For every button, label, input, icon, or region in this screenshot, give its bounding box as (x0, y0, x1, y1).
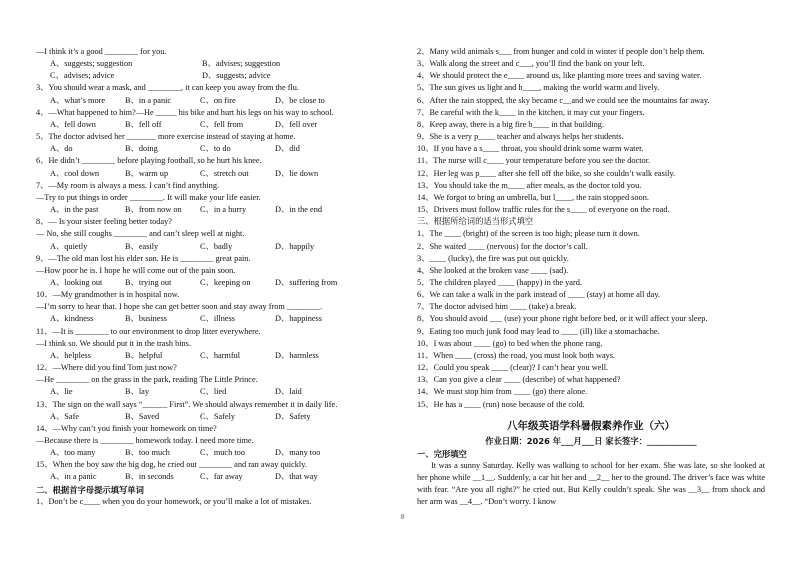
question-line: 15、When the boy saw the big dog, he cried out ________ and ran away quickly. (36, 460, 307, 470)
question-line: 10、—My grandmother is in hospital now. (36, 290, 180, 300)
option-text: D、happily (275, 241, 315, 251)
option-text: A、lie (50, 387, 73, 397)
question-line: —I think it’s a good ________ for you. (36, 47, 167, 56)
question-line: 12、—Where did you find Tom just now? (36, 363, 177, 373)
option-text: D、did (275, 144, 300, 154)
option-text: B、in seconds (125, 472, 174, 482)
question-line: 9、Eating too much junk food may lead to ____ (ill) like a stomachache. (417, 326, 660, 336)
question-line: 7、—My room is always a mess. I can’t find anything. (36, 180, 220, 190)
question-line: 3、You should wear a mask, and ________, it can keep you away from the flu. (36, 83, 299, 93)
question-line: 4、She looked at the broken vase ____ (sad). (417, 265, 569, 275)
option-text: D、harmless (275, 350, 319, 360)
question-line: 8、Keep away, there is a big fire b____ in that building. (417, 119, 605, 129)
page-number: 8 (401, 513, 405, 521)
question-line: 11、The nurse will c____ your temperature before you see the doctor. (417, 156, 651, 166)
option-text: D、fell over (275, 119, 318, 129)
answer-options (36, 58, 398, 70)
question-line: 7、Be careful with the k____ in the kitchen, it may cut your fingers. (417, 107, 645, 117)
question-line: 6、He didn’t ________ before playing football, so he hurt his knee. (36, 156, 262, 166)
option-text: B、fell off (125, 119, 162, 129)
question-line: —How poor he is. I hope he will come out of the pain soon. (36, 265, 236, 275)
option-text: A、looking out (50, 277, 103, 287)
question-line: 4、We should protect the e____ around us, like planting more trees and saving water. (417, 71, 702, 81)
answer-options (36, 313, 398, 325)
option-text: D、laid (275, 387, 302, 397)
option-text: D、happiness (275, 314, 323, 324)
option-text: A、do (50, 144, 73, 154)
right-column (417, 46, 765, 508)
option-text: C、far away (200, 472, 243, 482)
option-text: C、badly (200, 241, 233, 251)
question-line: —Because there is ________ homework today. I need more time. (36, 436, 254, 445)
option-text: C、harmful (200, 350, 241, 360)
question-line: 2、Many wild animals s___ from hunger and cold in winter if people don’t help them. (417, 47, 705, 56)
question-line: 5、The sun gives us light and h____, making the world warm and lively. (417, 83, 660, 93)
question-line: 8、— Is your sister feeling better today? (36, 217, 172, 227)
option-text: D、many too (275, 448, 321, 458)
option-text: D、Safety (275, 411, 311, 421)
question-line: 14、We forgot to bring an umbrella, but l____, the rain stopped soon. (417, 192, 649, 202)
question-line: 9、She is a very p____ teacher and always helps her students. (417, 132, 624, 142)
option-text: A、suggests; suggestion (50, 59, 133, 69)
option-text: C、in a hurry (200, 205, 247, 215)
question-line: 12、Could you speak ____ (clear)? I can’t hear you well. (417, 363, 609, 373)
question-line: —He ________ on the grass in the park, reading The Little Prince. (36, 375, 258, 385)
question-line: 13、Can you give a clear ____ (describe) of what happened? (417, 375, 621, 385)
option-text: B、warm up (125, 168, 169, 178)
question-line: 4、—What happened to him?—He _____ his bike and hurt his legs on his way to school. (36, 107, 334, 117)
question-line: 10、I was about ____ (go) to bed when the phone rang. (417, 338, 603, 348)
option-text: C、illness (200, 314, 236, 324)
option-text: D、suffering from (275, 277, 338, 287)
question-line: 14、We must stop him from ____ (go) there alone. (417, 387, 588, 397)
option-text: A、cool down (50, 168, 100, 178)
option-text: B、doing (125, 144, 158, 154)
option-text: C、advises; advice (50, 71, 115, 81)
question-line: 12、Her leg was p____ after she fell off the bike, so she couldn’t walk easily. (417, 168, 676, 178)
date-signature-line: 作业日期：2026 年___月___日 家长签字：____________ (485, 435, 697, 446)
cloze-passage: It was a sunny Saturday. Kelly was walking to school for her exam. She was late, so she looked at her phone while __1__. Suddenly, a car hit her and __2__ her to the ground. The driver’s face was white with fear. “Are you all right?” he cried out. But Kelly couldn’t speak. She was __3__ from shock and her arm was __4__. “Don’t worry. I know (417, 460, 765, 507)
option-text: A、quietly (50, 241, 88, 251)
question-line: —I think so. We should put it in the trash bins. (36, 338, 191, 348)
question-line: 2、She waited ____ (nervous) for the doctor’s call. (417, 241, 588, 251)
answer-options (36, 411, 398, 423)
worksheet-title: 八年级英语学科暑假素养作业（六） (507, 419, 675, 432)
answer-options (36, 277, 398, 289)
option-text: B、from now on (125, 205, 182, 215)
option-text: B、business (125, 314, 167, 324)
option-text: B、trying out (125, 277, 172, 287)
option-text: B、in a panic (125, 95, 172, 105)
question-line: 8、You should avoid ___ (use) your phone right before bed, or it will affect your sleep. (417, 314, 708, 324)
question-line: 13、You should take the m____ after meals, as the doctor told you. (417, 180, 642, 190)
answer-options (36, 95, 398, 107)
question-line: 14、—Why can’t you finish your homework on time? (36, 423, 217, 433)
question-line: —Try to put things in order ________. It will make your life easier. (36, 192, 261, 202)
question-line: 15、Drivers must follow traffic rules for the s____ of everyone on the road. (417, 205, 670, 215)
option-text: B、helpful (125, 350, 163, 360)
answer-options (36, 241, 398, 253)
option-text: C、on fire (200, 95, 236, 105)
answer-options (36, 447, 398, 459)
option-text: C、fell from (200, 119, 244, 129)
answer-options (36, 168, 398, 180)
answer-options (36, 471, 398, 483)
option-text: D、in the end (275, 205, 323, 215)
option-text: A、in a panic (50, 472, 97, 482)
option-text: C、lied (200, 387, 227, 397)
question-line: 7、The doctor advised him ____ (take) a break. (417, 302, 577, 312)
question-line: 1、Don’t be c____ when you do your homework, or you’ll make a lot of mistakes. (36, 496, 312, 506)
left-column (36, 46, 398, 508)
option-text: C、stretch out (200, 168, 249, 178)
option-text: B、advises; suggestion (202, 59, 281, 69)
option-text: A、in the past (50, 205, 99, 215)
option-text: D、lie down (275, 168, 319, 178)
answer-options (36, 119, 398, 131)
section-heading-cloze: 一、完形填空 (417, 448, 467, 459)
option-text: A、Safe (50, 411, 80, 421)
option-text: B、too much (125, 448, 170, 458)
option-text: C、much too (200, 448, 245, 458)
answer-options (36, 70, 398, 82)
question-line: 15、He has a ____ (run) nose because of the cold. (417, 399, 585, 409)
option-text: B、Saved (125, 411, 160, 421)
question-line: 5、The doctor advised her _______ more exercise instead of staying at home. (36, 132, 296, 142)
question-line: 6、We can take a walk in the park instead of ____ (stay) at home all day. (417, 290, 661, 300)
question-line: 13、The sign on the wall says “______ First”. We should always remember it in daily life. (36, 399, 338, 409)
question-line: 5、The children played ____ (happy) in the yard. (417, 277, 582, 287)
question-line: 10、If you have a s____ throat, you should drink some warm water. (417, 144, 644, 154)
section-heading: 二、根据首字母提示填写单词 (36, 484, 144, 495)
question-line: 3、____ (lucky), the fire was put out quickly. (417, 253, 569, 263)
question-line: 1、The ____ (bright) of the screen is too high; please turn it down. (417, 229, 640, 239)
answer-options (36, 143, 398, 155)
question-line: —I’m sorry to hear that. I hope she can get better soon and stay away from ________. (36, 302, 323, 312)
option-text: D、be close to (275, 95, 325, 105)
option-text: B、lay (125, 387, 149, 397)
right-lines (417, 46, 765, 411)
option-text: A、helpless (50, 350, 92, 360)
question-line: 9、—The old man lost his elder son. He is ________ great pain. (36, 253, 251, 263)
answer-options (36, 350, 398, 362)
option-text: D、suggests; advice (202, 71, 271, 81)
question-line: 11、—It is ________ to our environment to drop litter everywhere. (36, 326, 261, 336)
option-text: A、kindness (50, 314, 94, 324)
question-line: — No, she still coughs ________ and can’t sleep well at night. (36, 229, 245, 239)
question-line: 3、Walk along the street and c___, you’ll find the bank on your left. (417, 59, 645, 69)
question-line: 三、根据所给词的适当形式填空 (417, 217, 534, 227)
option-text: A、fell down (50, 119, 96, 129)
option-text: A、what’s more (50, 95, 106, 105)
question-line: 11、When ____ (cross) the road, you must look both ways. (417, 350, 616, 360)
option-text: C、Safely (200, 411, 236, 421)
question-line: 6、After the rain stopped, the sky became c__and we could see the mountains far away. (417, 95, 710, 105)
option-text: D、that way (275, 472, 318, 482)
option-text: C、keeping on (200, 277, 251, 287)
option-text: C、to do (200, 144, 231, 154)
answer-options (36, 204, 398, 216)
option-text: A、too many (50, 448, 96, 458)
option-text: B、easily (125, 241, 159, 251)
answer-options (36, 386, 398, 398)
